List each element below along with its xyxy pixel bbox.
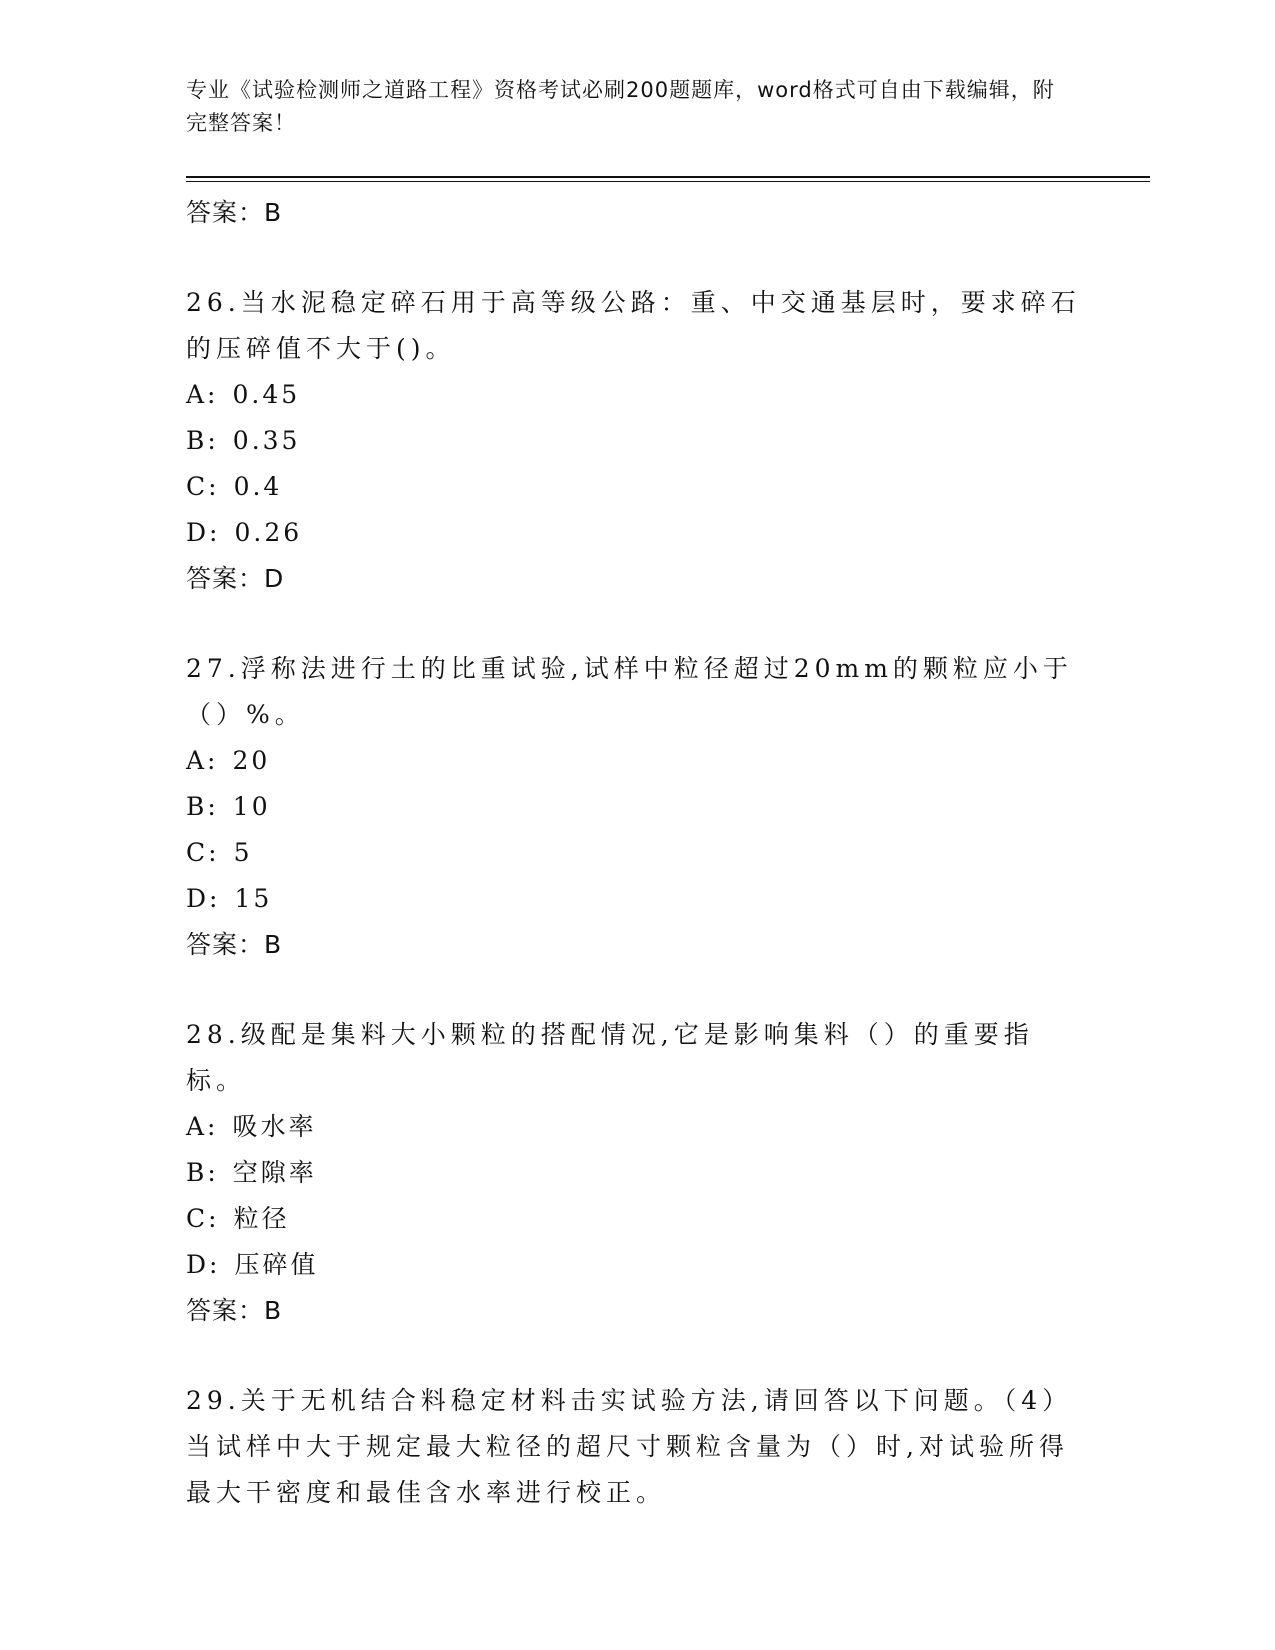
option-value: 5	[233, 838, 253, 867]
option-b	[186, 418, 1086, 464]
option-value: 15	[234, 884, 273, 913]
document-header: 专业《试验检测师之道路工程》资格考试必刷200题题库，word格式可自由下载编辑，附完整答案！	[186, 78, 1055, 135]
option-key: A:	[186, 380, 219, 409]
question-stem: 29.关于无机结合料稳定材料击实试验方法,请回答以下问题。（4）当试样中大于规定最大粒径的超尺寸颗粒含量为（）时,对试验所得最大干密度和最佳含水率进行校正。	[186, 1386, 1073, 1507]
option-key: A:	[186, 1112, 219, 1141]
option-value: 压碎值	[234, 1250, 319, 1279]
answer-line: 答案：B	[186, 930, 283, 959]
option-key: D:	[186, 1250, 221, 1279]
option-value: 0.35	[232, 426, 301, 455]
option-key: B:	[186, 426, 219, 455]
option-d	[186, 1242, 1086, 1288]
answer-line: 答案：B	[186, 198, 283, 227]
answer-line: 答案：D	[186, 564, 285, 593]
question-27	[186, 646, 1086, 968]
option-key: B:	[186, 792, 219, 821]
option-value: 0.4	[233, 472, 283, 501]
question-stem: 26.当水泥稳定碎石用于高等级公路：重、中交通基层时，要求碎石的压碎值不大于()。	[186, 288, 1081, 363]
option-key: B:	[186, 1158, 219, 1187]
option-value: 20	[232, 746, 271, 775]
question-content	[186, 190, 1086, 1516]
option-key: C:	[186, 1204, 220, 1233]
option-value: 10	[232, 792, 271, 821]
question-29	[186, 1378, 1086, 1516]
question-28	[186, 1012, 1086, 1334]
option-key: D:	[186, 884, 221, 913]
header-rule-thin	[186, 181, 1150, 182]
option-value: 0.26	[234, 518, 303, 547]
option-d	[186, 876, 1086, 922]
header-rule-thick	[186, 176, 1150, 178]
option-b	[186, 784, 1086, 830]
option-a	[186, 738, 1086, 784]
option-key: C:	[186, 472, 220, 501]
option-key: A:	[186, 746, 219, 775]
option-c	[186, 1196, 1086, 1242]
option-d	[186, 510, 1086, 556]
option-c	[186, 464, 1086, 510]
answer-line: 答案：B	[186, 1296, 283, 1325]
option-value: 0.45	[232, 380, 301, 409]
option-a	[186, 1104, 1086, 1150]
option-key: C:	[186, 838, 220, 867]
option-key: D:	[186, 518, 221, 547]
question-stem: 28.级配是集料大小颗粒的搭配情况,它是影响集料（）的重要指标。	[186, 1020, 1034, 1095]
question-stem: 27.浮称法进行土的比重试验,试样中粒径超过20mm的颗粒应小于（）%。	[186, 654, 1073, 729]
option-b	[186, 1150, 1086, 1196]
question-26	[186, 280, 1086, 602]
option-value: 粒径	[233, 1204, 290, 1233]
option-a	[186, 372, 1086, 418]
option-c	[186, 830, 1086, 876]
option-value: 空隙率	[232, 1158, 317, 1187]
option-value: 吸水率	[232, 1112, 317, 1141]
